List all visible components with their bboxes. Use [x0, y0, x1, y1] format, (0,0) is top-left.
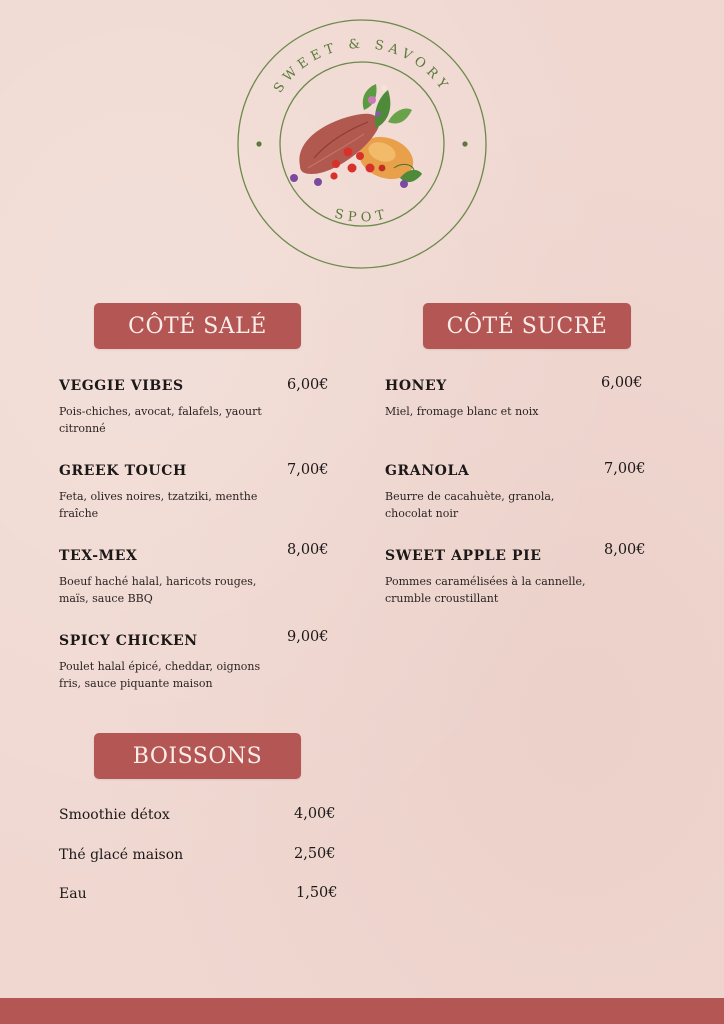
- logo-dot-right-icon: [462, 141, 467, 146]
- menu-item-description: Pommes caramélisées à la cannelle, crumble croustillant: [385, 575, 586, 605]
- menu-item-description: Beurre de cacahuète, granola, chocolat noir: [385, 490, 555, 520]
- menu-item-price: 8,00€: [287, 542, 329, 558]
- vegetables-illustration-icon: [290, 84, 422, 188]
- drink-name: Eau: [59, 886, 87, 902]
- menu-item-price: 6,00€: [287, 377, 329, 393]
- section-title-cote-sale: CÔTÉ SALÉ: [94, 303, 301, 349]
- drink-name: Smoothie détox: [59, 807, 170, 823]
- drink-price: 1,50€: [296, 885, 338, 901]
- logo-bottom-text: SPOT: [332, 206, 392, 226]
- drink-price: 2,50€: [294, 846, 336, 862]
- menu-item-name: SPICY CHICKEN: [59, 633, 198, 649]
- menu-item-price: 7,00€: [287, 462, 329, 478]
- menu-item-description: Feta, olives noires, tzatziki, menthe fraîche: [59, 490, 258, 520]
- drink-price: 4,00€: [294, 806, 336, 822]
- logo-top-text: SWEET & SAVORY: [271, 36, 453, 96]
- footer-band: [0, 998, 724, 1024]
- menu-item-description: Miel, fromage blanc et noix: [385, 405, 539, 418]
- menu-item-name: GREEK TOUCH: [59, 463, 187, 479]
- section-title-cote-sucre: CÔTÉ SUCRÉ: [423, 303, 631, 349]
- menu-item-price: 7,00€: [604, 461, 646, 477]
- menu-item-name: VEGGIE VIBES: [59, 378, 184, 394]
- menu-item-price: 8,00€: [604, 542, 646, 558]
- menu-item-name: GRANOLA: [385, 463, 470, 479]
- menu-item-description: Pois-chiches, avocat, falafels, yaourt citronné: [59, 405, 262, 435]
- menu-item-name: HONEY: [385, 378, 447, 394]
- section-title-boissons: BOISSONS: [94, 733, 301, 779]
- menu-item-description: Poulet halal épicé, cheddar, oignons fris, sauce piquante maison: [59, 660, 261, 690]
- drink-item: [59, 807, 349, 827]
- menu-item-name: TEX-MEX: [59, 548, 138, 564]
- logo: [236, 18, 488, 270]
- menu-item-name: SWEET APPLE PIE: [385, 548, 542, 564]
- menu-item-description: Boeuf haché halal, haricots rouges, maïs, sauce BBQ: [59, 575, 257, 605]
- menu-item-price: 9,00€: [287, 629, 329, 645]
- menu-item-price: 6,00€: [601, 375, 643, 391]
- drink-name: Thé glacé maison: [59, 847, 184, 863]
- logo-dot-left-icon: [256, 141, 261, 146]
- drink-item: [59, 847, 349, 867]
- drink-item: [59, 886, 349, 906]
